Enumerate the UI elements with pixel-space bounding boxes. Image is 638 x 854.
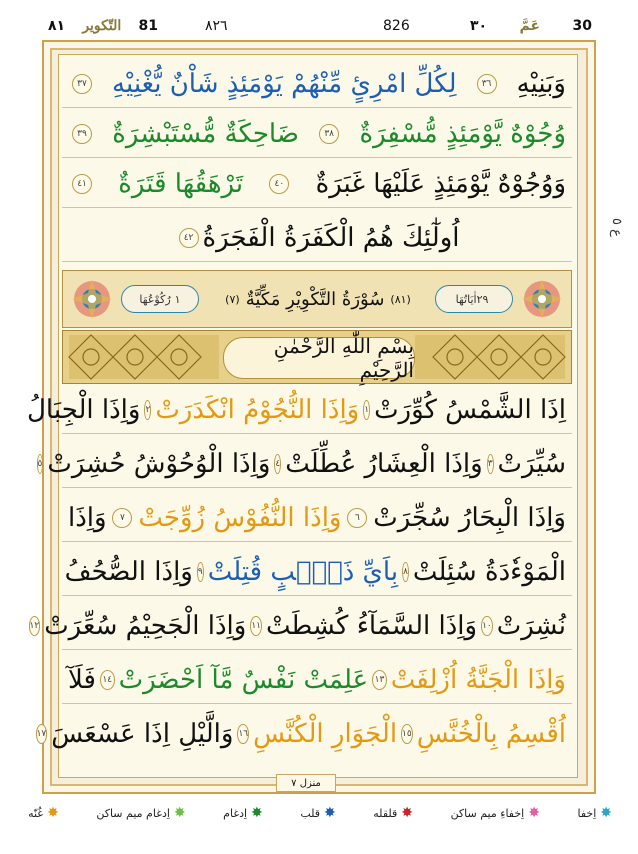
verse-text: وَاِذَا الْوُحُوْشُ حُشِرَتْ: [47, 448, 271, 479]
legend-item-qalb: [300, 806, 335, 820]
ruku-count: ١: [174, 292, 181, 306]
legend-label: اِخفاءِ میم ساکن: [450, 806, 525, 820]
ruku-margin-marker: ع ٥: [609, 218, 624, 237]
floral-ornament-icon: [69, 275, 115, 323]
ayah-marker: ١٥: [401, 724, 413, 744]
surah-index: (٨١): [390, 292, 411, 306]
ayah-marker: ١٠: [481, 616, 493, 636]
verse-line-9: [29, 602, 572, 650]
verse-text: الْمَوْءٗدَةُ سُئِلَتْ: [412, 556, 566, 587]
surah-number: 81: [138, 18, 158, 34]
verse-text: وَاِذَا الْبِحَارُ سُجِّرَتْ: [373, 502, 566, 533]
verse-line-5: [27, 386, 572, 434]
legend-label: اِدغام: [223, 806, 248, 820]
manzil-label: منزل ٧: [276, 774, 336, 792]
ayah-marker: ١٢: [29, 616, 41, 636]
ayah-marker: ٣: [487, 454, 494, 474]
ayah-marker: ٤٢: [179, 228, 199, 248]
ayah-marker: ٨: [402, 562, 409, 582]
star-icon: ✸: [600, 805, 612, 821]
verse-text: عَلِمَتْ نَفْسٌ مَّآ اَحْضَرَتْ: [118, 664, 369, 695]
verse-line-10: [62, 656, 572, 704]
geometric-pattern-icon: [69, 335, 219, 379]
verse-text: وَالَّيْلِ اِذَا عَسْعَسَ: [51, 719, 234, 749]
legend-item-idgham-meem: [96, 806, 185, 820]
verse-text: وَاِذَا النُّفُوْسُ زُوِّجَتْ: [138, 502, 342, 533]
verse-text: وَاِذَا الْجِبَالُ: [27, 394, 141, 425]
star-icon: ✸: [173, 805, 186, 821]
verse-text: نُشِرَتْ: [496, 610, 566, 641]
ayah-marker: ٧: [112, 508, 132, 528]
verse-text: سُيِّرَتْ: [497, 448, 566, 479]
ayah-marker: ١: [363, 400, 370, 420]
legend-item-ikhfa-meem: [451, 806, 540, 820]
star-icon: ✸: [47, 805, 59, 821]
ayah-marker: ٩: [197, 562, 204, 582]
legend-label: اِدغام میم ساکن: [96, 806, 170, 820]
ayah-marker: ٦: [347, 508, 367, 528]
verse-text: اِذَا الشَّمْسُ كُوِّرَتْ: [374, 394, 566, 425]
ayah-marker: ٣٦: [477, 74, 497, 94]
surah-title-block: [208, 281, 428, 317]
ayat-count: ٢٩: [476, 292, 489, 306]
verse-line-7: [62, 494, 572, 542]
verse-text: وَاِذَا الْعِشَارُ عُطِّلَتْ: [285, 448, 483, 479]
verse-line-4: [62, 214, 572, 262]
legend-item-idgham: [223, 806, 263, 820]
legend-item-qalqala: [373, 806, 413, 820]
verse-text: بِاَيِّ ذَنْۢبٍ قُتِلَتْ: [207, 556, 399, 587]
verse-text: اُولٰٓئِكَ هُمُ الْكَفَرَةُ الْفَجَرَةُ: [202, 222, 460, 253]
floral-ornament-icon: [519, 275, 565, 323]
surah-title: سُوْرَةُ التَّكْوِيْرِ مَكِّيَّةٌ: [245, 288, 385, 310]
verse-text: ضَاحِكَةٌ مُّسْتَبْشِرَةٌ: [112, 118, 299, 149]
verse-text: وَاِذَا الْجَنَّةُ اُزْلِفَتْ: [390, 664, 566, 695]
verse-line-11: [36, 710, 572, 758]
page-number: 826: [383, 18, 410, 34]
geometric-pattern-icon: [415, 335, 565, 379]
verse-text: وَاِذَا: [68, 502, 107, 533]
ayah-marker: ١٣: [372, 670, 387, 690]
verse-text: فَلَآ: [68, 664, 96, 695]
verse-text: تَرْهَقُهَا قَتَرَةٌ: [118, 168, 244, 199]
verse-text: وَاِذَا السَّمَآءُ كُشِطَتْ: [266, 610, 478, 641]
verse-text: الْجَوَارِ الْكُنَّسِ: [253, 719, 398, 749]
verse-line-6: [37, 440, 572, 488]
ayah-marker: ٣٨: [319, 124, 339, 144]
legend-label: غُنّه: [28, 806, 44, 820]
legend-label: قلقله: [373, 806, 398, 820]
legend-label: قلب: [300, 806, 321, 820]
bismillah-text: بِسْمِ اللّٰهِ الرَّحْمٰنِ الرَّحِيْمِ: [223, 337, 415, 379]
star-icon: ✸: [528, 805, 540, 821]
header-surah: [48, 12, 158, 40]
verse-text: اُقْسِمُ بِالْخُنَّسِ: [416, 719, 566, 749]
ayah-marker: ٢: [144, 400, 151, 420]
ayah-marker: ٥: [37, 454, 44, 474]
verse-text: وَاِذَا الصُّحُفُ: [64, 556, 193, 587]
ruku-cartouche: [121, 285, 199, 313]
juz-number: 30: [572, 18, 592, 34]
ayat-label: اٰيَاتُهَا: [455, 292, 477, 306]
surah-name: التّكوير: [82, 18, 122, 34]
verse-text: وُجُوْهٌ يَّوْمَئِذٍ مُّسْفِرَةٌ: [359, 118, 566, 149]
ayat-cartouche: [435, 285, 513, 313]
legend-label: اِخفا: [577, 806, 597, 820]
juz-name: عَمَّ: [519, 18, 541, 34]
ayah-marker: ٤٠: [269, 174, 289, 194]
tajweed-legend: [28, 800, 612, 826]
verse-text: وَبَنِيْهِ: [516, 68, 566, 99]
star-icon: ✸: [324, 805, 336, 821]
revelation-order: (٧): [225, 292, 240, 306]
juz-number-arabic: ٣٠: [470, 18, 488, 34]
verse-line-8: [62, 548, 572, 596]
ruku-label: رُكُوْعُهَا: [139, 292, 171, 306]
ayah-marker: ١٧: [36, 724, 48, 744]
ayah-marker: ١٤: [100, 670, 115, 690]
verse-text: لِكُلِّ امْرِئٍ مِّنْهُمْ يَوْمَئِذٍ شَاْنٌ يُّغْنِيْهِ: [112, 68, 457, 99]
verse-line-2: [62, 110, 572, 158]
bismillah-panel: [62, 330, 572, 384]
verse-text: وَوُجُوْهٌ يَّوْمَئِذٍ عَلَيْهَا غَبَرَةٌ: [315, 168, 566, 199]
star-icon: ✸: [251, 805, 263, 821]
star-icon: ✸: [401, 805, 414, 821]
page-number-arabic: ٨٢٦: [205, 18, 228, 34]
surah-number-arabic: ٨١: [48, 18, 66, 34]
verse-line-1: [62, 60, 572, 108]
ayah-marker: ٣٧: [72, 74, 92, 94]
ayah-marker: ٤: [274, 454, 281, 474]
ayah-marker: ٤١: [72, 174, 92, 194]
verse-text: وَاِذَا الْجَحِيْمُ سُعِّرَتْ: [44, 610, 247, 641]
legend-item-ghunna: [28, 806, 59, 820]
ayah-marker: ١١: [250, 616, 262, 636]
ayah-marker: ١٦: [237, 724, 249, 744]
header-juz: [470, 12, 592, 40]
verse-text: وَاِذَا النُّجُوْمُ انْكَدَرَتْ: [155, 394, 360, 425]
legend-item-ikhfa: [577, 806, 612, 820]
surah-banner: [62, 270, 572, 328]
verse-line-3: [62, 160, 572, 208]
ayah-marker: ٣٩: [72, 124, 92, 144]
